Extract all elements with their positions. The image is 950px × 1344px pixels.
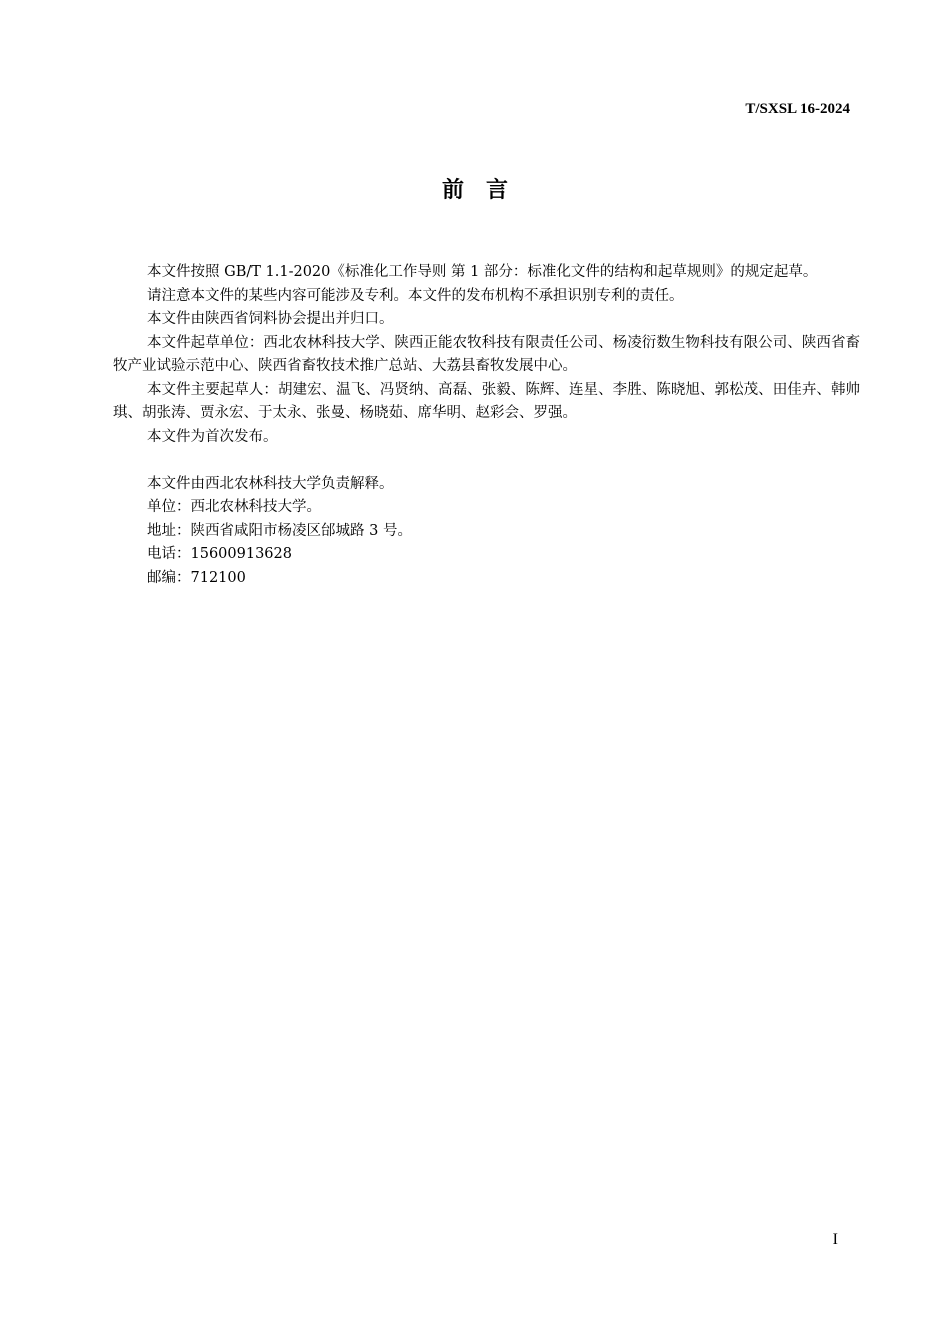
- contact-phone: 电话：15600913628: [147, 546, 292, 562]
- paragraph-drafting-units: 本文件起草单位：西北农林科技大学、陕西正能农牧科技有限责任公司、杨凌衍数生物科技有限公司、陕西省畜牧产业试验示范中心、陕西省畜牧技术推广总站、大荔县畜牧发展中心。: [113, 334, 860, 374]
- contact-interpretation: 本文件由西北农林科技大学负责解释。: [147, 475, 394, 492]
- contact-address: 地址：陕西省咸阳市杨凌区邰城路 3 号。: [147, 522, 412, 539]
- paragraph-first-release: 本文件为首次发布。: [147, 428, 278, 445]
- document-code: T/SXSL 16-2024: [745, 101, 850, 117]
- paragraph-patent-notice: 请注意本文件的某些内容可能涉及专利。本文件的发布机构不承担识别专利的责任。: [147, 287, 684, 304]
- foreword-body: [113, 261, 860, 590]
- page-title: 前言: [441, 178, 530, 203]
- contact-postcode: 邮编：712100: [147, 569, 246, 586]
- section-spacer: [113, 449, 860, 473]
- contact-unit: 单位：西北农林科技大学。: [147, 499, 321, 515]
- paragraph-drafting-rules: 本文件按照 GB/T 1.1-2020《标准化工作导则 第 1 部分：标准化文件的结构和起草规则》的规定起草。: [147, 264, 818, 280]
- paragraph-proposer: 本文件由陕西省饲料协会提出并归口。: [147, 311, 394, 327]
- paragraph-main-drafters: 本文件主要起草人：胡建宏、温飞、冯贤纳、高磊、张毅、陈辉、连星、李胜、陈晓旭、郭松茂、田佳卉、韩帅琪、胡张涛、贾永宏、于太永、张曼、杨晓茹、席华明、赵彩会、罗强。: [113, 381, 860, 421]
- page-number: I: [832, 1231, 838, 1248]
